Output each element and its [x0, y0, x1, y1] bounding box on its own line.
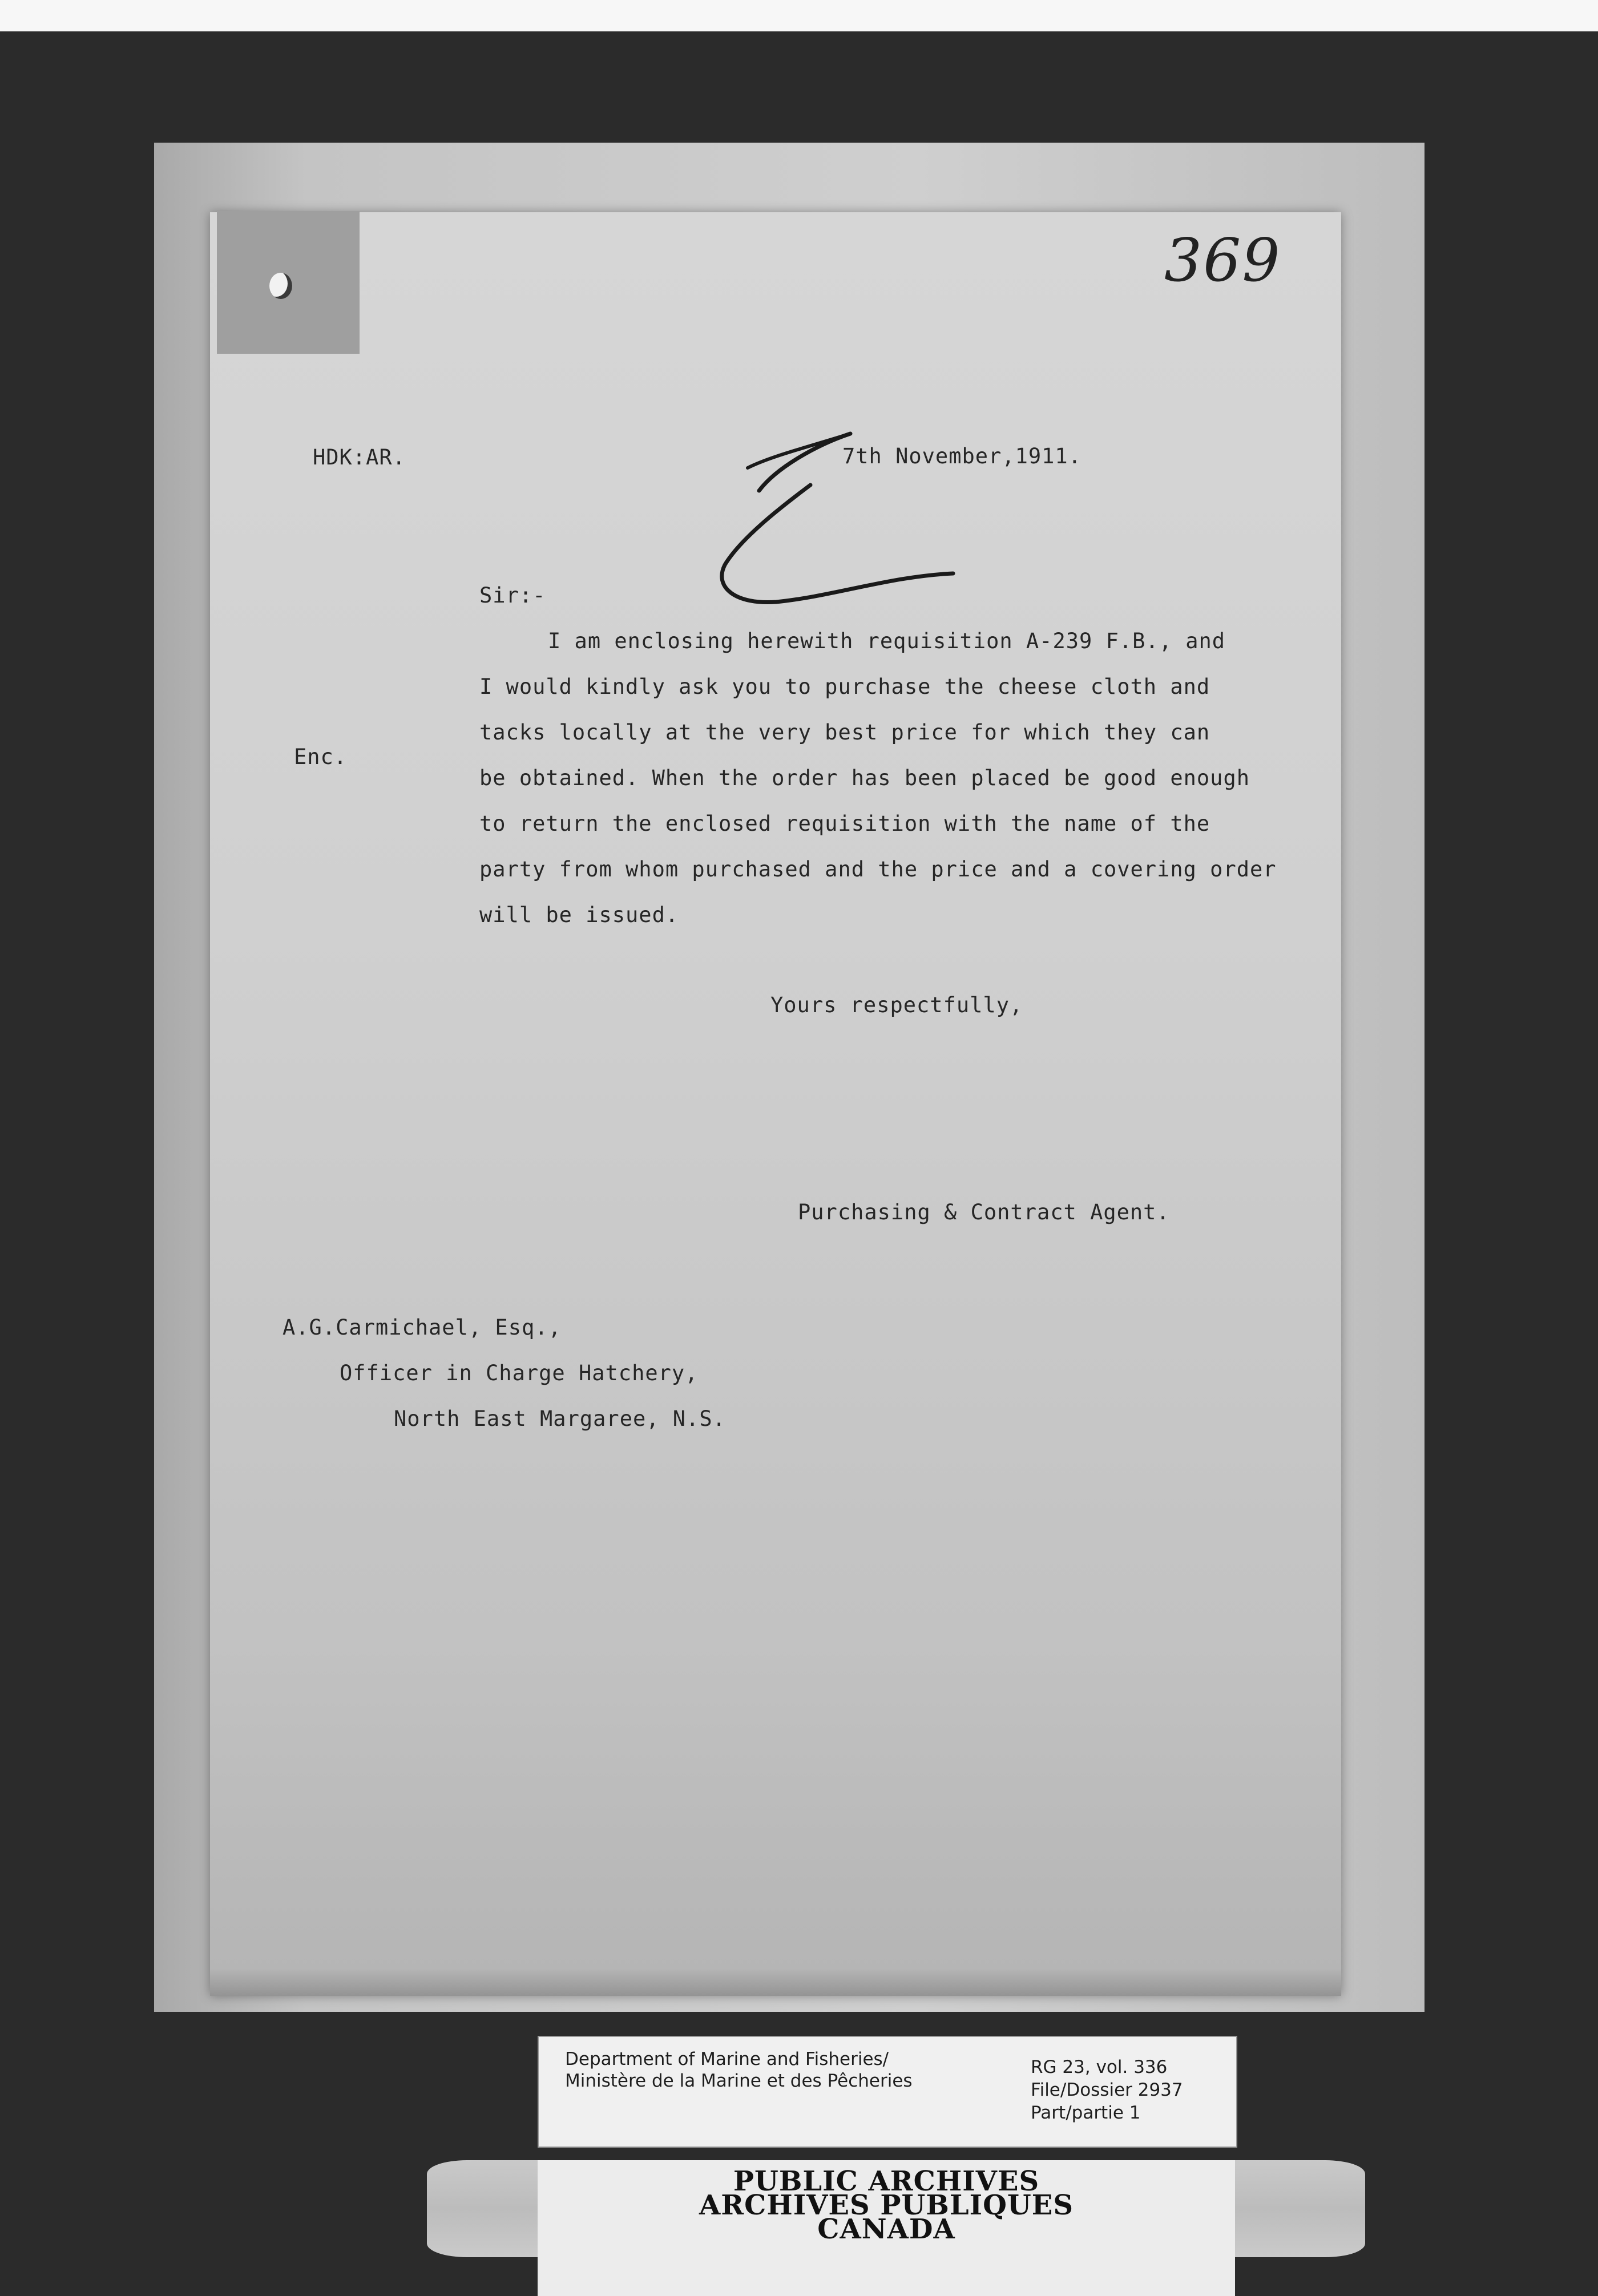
body-line: tacks locally at the very best price for which they can [479, 720, 1210, 745]
body-line: will be issued. [479, 903, 679, 927]
top-margin-strip [0, 0, 1598, 31]
handwritten-initial-mark [708, 422, 970, 611]
body-line: to return the enclosed requisition with the name of the [479, 811, 1210, 836]
closing: Yours respectfully, [770, 993, 1023, 1017]
addressee-location: North East Margaree, N.S. [394, 1406, 726, 1431]
body-line: I am enclosing herewith requisition A-239 F.B., and [548, 629, 1226, 653]
reference-code: HDK:AR. [313, 445, 406, 470]
caption-department-en: Department of Marine and Fisheries/ [565, 2049, 889, 2069]
salutation: Sir:- [479, 583, 546, 608]
body-line: I would kindly ask you to purchase the cheese cloth and [479, 674, 1210, 699]
signature-title: Purchasing & Contract Agent. [798, 1200, 1170, 1224]
letter-date: 7th November,1911. [842, 444, 1082, 468]
sheet-bottom-shadow [210, 1968, 1341, 1996]
caption-record-group: RG 23, vol. 336 [1031, 2057, 1168, 2077]
stamp-line-canada: CANADA [817, 2213, 955, 2245]
enclosure-note: Enc. [294, 745, 348, 769]
body-line: be obtained. When the order has been placed be good enough [479, 766, 1250, 790]
stamp-line-archives-publiques: ARCHIVES PUBLIQUES [699, 2189, 1074, 2221]
addressee-position: Officer in Charge Hatchery, [340, 1361, 699, 1385]
caption-file: File/Dossier 2937 [1031, 2080, 1183, 2100]
addressee-name: A.G.Carmichael, Esq., [283, 1315, 562, 1340]
body-line: party from whom purchased and the price and a covering order [479, 857, 1277, 882]
page-number-annotation: 369 [1164, 225, 1281, 295]
caption-department-fr: Ministère de la Marine et des Pêcheries [565, 2071, 913, 2091]
caption-part: Part/partie 1 [1031, 2103, 1141, 2123]
stamp-line-public-archives: PUBLIC ARCHIVES [733, 2165, 1040, 2197]
punch-hole [269, 273, 292, 299]
